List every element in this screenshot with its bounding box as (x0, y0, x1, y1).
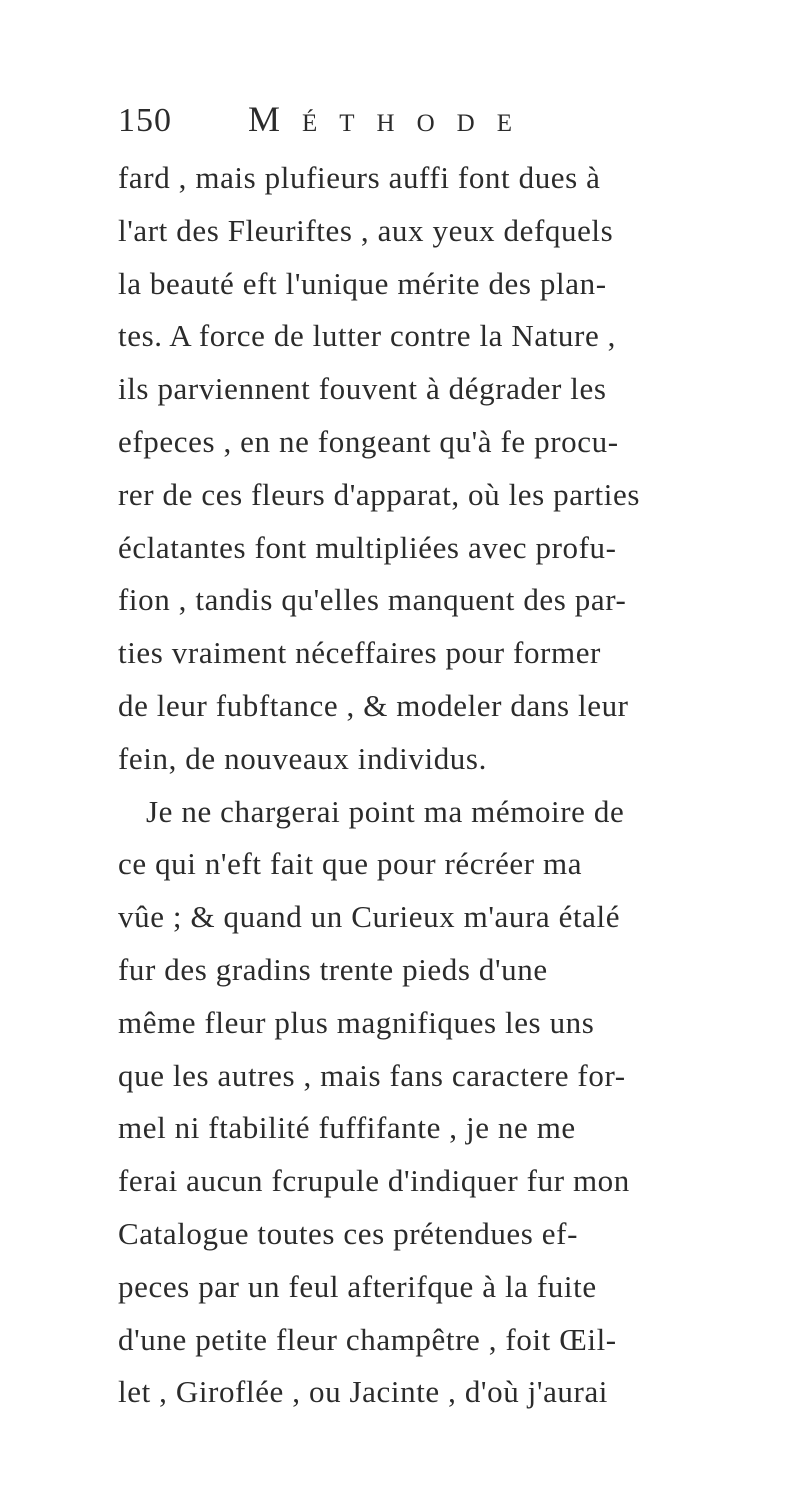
text-line: éclatantes font multipliées avec profu- (118, 529, 617, 565)
text-line: vûe ; & quand un Curieux m'aura étalé (118, 899, 621, 935)
text-line: peces par un feul afterifque à la fuite (118, 1268, 597, 1304)
text-line: fur des gradins trente pieds d'une (118, 951, 548, 987)
text-line: tes. A force de lutter contre la Nature , (118, 318, 617, 354)
running-head (118, 98, 718, 150)
text-line: Catalogue toutes ces prétendues ef- (118, 1215, 578, 1251)
text-line: mel ni ftabilité fuffifante , je ne me (118, 1110, 576, 1146)
text-line: fion , tandis qu'elles manquent des par- (118, 582, 627, 618)
text-line: même fleur plus magnifiques les uns (118, 1004, 595, 1040)
text-line: Je ne chargerai point ma mémoire de (146, 793, 625, 829)
text-line: de leur fubftance , & modeler dans leur (118, 687, 629, 723)
text-line: la beauté eft l'unique mérite des plan- (118, 265, 607, 301)
body-text (118, 152, 798, 1419)
text-line: d'une petite fleur champêtre , foit Œil- (118, 1321, 617, 1357)
page-number: 150 (118, 102, 172, 139)
text-line: ties vraiment néceffaires pour former (118, 635, 601, 671)
text-line: ce qui n'eft fait que pour récréer ma (118, 846, 583, 882)
text-line: fein, de nouveaux individus. (118, 740, 487, 776)
text-line: l'art des Fleuriftes , aux yeux defquels (118, 212, 614, 248)
text-line: ferai aucun fcrupule d'indiquer fur mon (118, 1163, 630, 1199)
text-line: rer de ces fleurs d'apparat, où les parties (118, 476, 640, 512)
text-line: efpeces , en ne fongeant qu'à fe procu- (118, 423, 619, 459)
text-line: fard , mais plufieurs auffi font dues à (118, 160, 601, 195)
text-line: let , Giroflée , ou Jacinte , d'où j'aurai (118, 1374, 609, 1410)
text-line: que les autres , mais fans caractere for- (118, 1057, 626, 1093)
running-title: Méthode (248, 99, 534, 139)
text-line: ils parviennent fouvent à dégrader les (118, 371, 607, 407)
